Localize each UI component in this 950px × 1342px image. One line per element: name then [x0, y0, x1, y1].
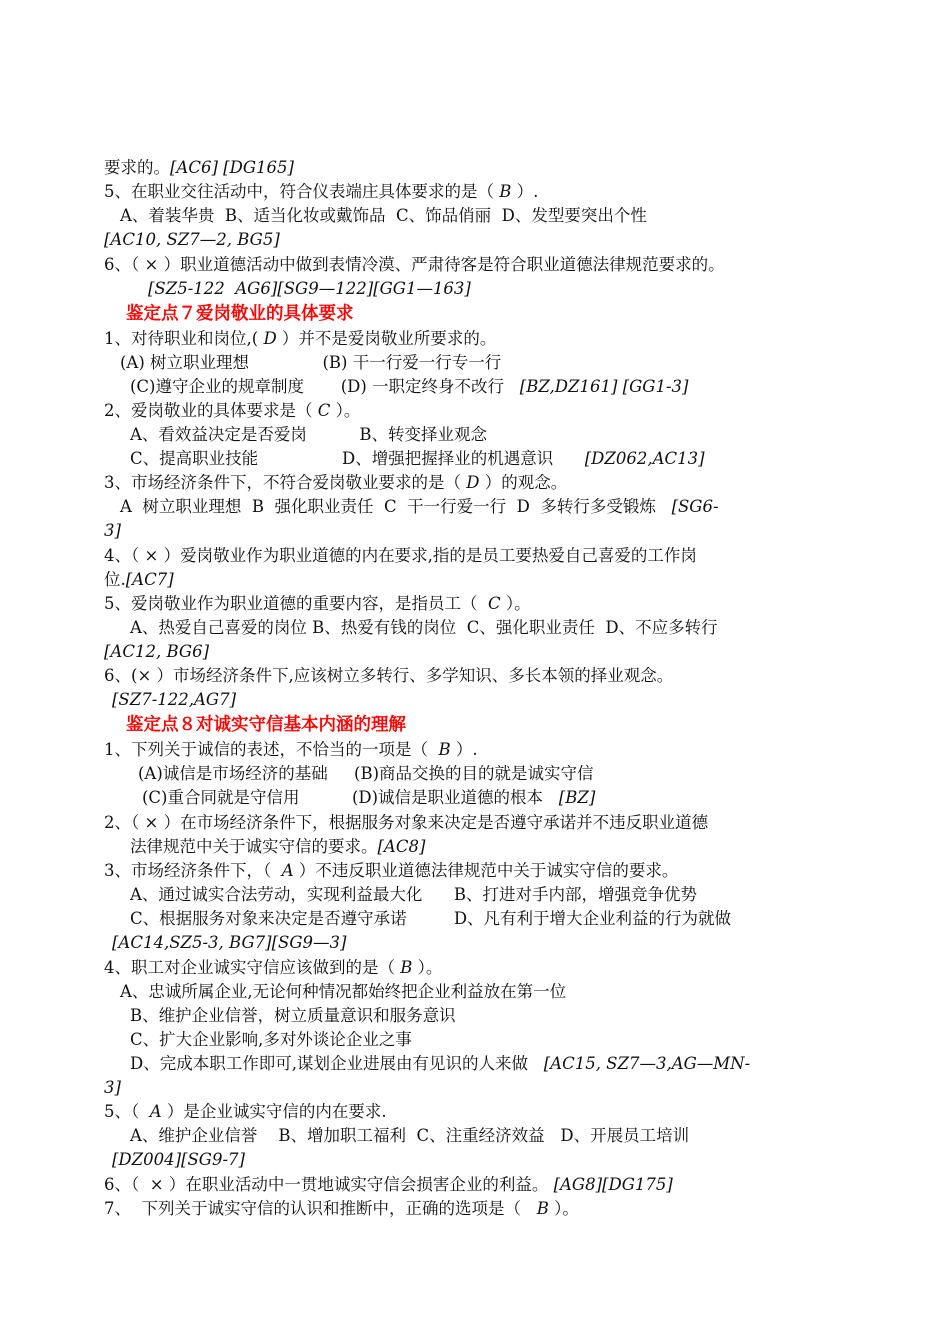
- text-line: [130, 1052, 750, 1076]
- answer-or-code: ×: [144, 546, 159, 565]
- line-text: ）。: [330, 401, 361, 420]
- answer-or-code: B: [400, 958, 413, 977]
- text-line: [130, 1124, 689, 1148]
- answer-or-code: D: [263, 329, 277, 348]
- answer-or-code: B: [536, 1199, 549, 1218]
- line-text: 2、爱岗敬业的具体要求是（: [104, 401, 318, 420]
- text-line: [104, 544, 697, 568]
- text-line: [148, 277, 471, 301]
- text-line: [120, 351, 501, 375]
- text-line: [104, 738, 478, 762]
- answer-or-code: B: [438, 740, 451, 759]
- answer-or-code: [AC10, SZ7—2, BG5]: [104, 230, 280, 249]
- answer-or-code: [DZ062,AC13]: [584, 449, 705, 468]
- text-line: [112, 1148, 245, 1172]
- line-text: 法律规范中关于诚实守信的要求。: [130, 837, 378, 856]
- answer-or-code: A: [281, 861, 294, 880]
- line-text: ）市场经济条件下,应该树立多转行、多学知识、多长本领的择业观念。: [151, 666, 674, 685]
- text-line: [104, 327, 496, 351]
- text-line: [104, 253, 725, 277]
- line-text: 1、对待职业和岗位,(: [104, 329, 264, 348]
- answer-or-code: [BZ,DZ161] [GG1-3]: [519, 377, 689, 396]
- line-text: A、看效益决定是否爱岗 B、转变择业观念: [130, 425, 487, 444]
- line-text: C、根据服务对象来决定是否遵守承诺 D、凡有利于增大企业利益的行为就做: [130, 909, 732, 928]
- answer-or-code: 3]: [104, 521, 121, 540]
- line-text: A、维护企业信誉 B、增加职工福利 C、注重经济效益 D、开展员工培训: [130, 1126, 690, 1145]
- line-text: 6、（: [104, 1175, 150, 1194]
- line-text: ）。: [548, 1199, 579, 1218]
- line-text: A 树立职业理想 B 强化职业责任 C 干一行爱一行 D 多转行多受锻炼: [120, 497, 672, 516]
- text-line: [130, 883, 697, 907]
- text-line: [104, 1100, 387, 1124]
- line-text: A、着装华贵 B、适当化妆或戴饰品 C、饰品俏丽 D、发型要突出个性: [120, 206, 647, 225]
- line-text: C、扩大企业影响,多对外谈论企业之事: [130, 1030, 412, 1049]
- answer-or-code: ×: [144, 255, 159, 274]
- line-text: D、完成本职工作即可,谋划企业进展由有见识的人来做: [130, 1054, 544, 1073]
- answer-or-code: D: [466, 473, 480, 492]
- text-line: [104, 180, 538, 204]
- line-text: ）.: [450, 740, 478, 759]
- answer-or-code: [SZ5-122 AG6][SG9—122][GG1—163]: [148, 279, 471, 298]
- line-text: 6、（: [104, 255, 145, 274]
- line-text: B、维护企业信誉，树立质量意识和服务意识: [130, 1006, 456, 1025]
- line-text: 4、（: [104, 546, 145, 565]
- text-line: [142, 786, 595, 810]
- answer-or-code: [AC12, BG6]: [104, 642, 210, 661]
- text-line: [104, 568, 174, 592]
- text-line: [104, 519, 121, 543]
- text-line: [104, 1197, 579, 1221]
- text-line: [130, 375, 688, 399]
- text-line: [130, 1028, 412, 1052]
- answer-or-code: [DZ004][SG9-7]: [112, 1150, 245, 1169]
- text-line: [112, 688, 236, 712]
- line-text: ）在市场经济条件下，根据服务对象来决定是否遵守承诺并不违反职业道德: [158, 813, 709, 832]
- answer-or-code: ×: [149, 1175, 164, 1194]
- answer-or-code: ×: [144, 813, 159, 832]
- line-text: 3、市场经济条件下，（: [104, 861, 282, 880]
- line-text: 1、下列关于诚信的表述，不恰当的一项是（: [104, 740, 439, 759]
- answer-or-code: [AG8][DG175]: [553, 1175, 673, 1194]
- line-text: 3、市场经济条件下，不符合爱岗敬业要求的是（: [104, 473, 467, 492]
- answer-or-code: [AC6] [DG165]: [170, 158, 294, 177]
- line-text: ）.: [511, 182, 539, 201]
- text-line: [104, 156, 294, 180]
- answer-or-code: [BZ]: [558, 788, 596, 807]
- answer-or-code: [AC15, SZ7—3,AG—MN-: [543, 1054, 751, 1073]
- text-line: [130, 616, 718, 640]
- answer-or-code: B: [499, 182, 512, 201]
- line-text: ）是企业诚实守信的内在要求.: [161, 1102, 387, 1121]
- line-text: ）并不是爱岗敬业所要求的。: [276, 329, 497, 348]
- line-text: 5、（: [104, 1102, 150, 1121]
- text-line: [130, 835, 425, 859]
- line-text: C、提高职业技能 D、增强把握择业的机遇意识: [130, 449, 585, 468]
- answer-or-code: [AC7]: [125, 570, 174, 589]
- line-text: A、热爱自己喜爱的岗位 B、热爱有钱的岗位 C、强化职业责任 D、不应多转行: [130, 618, 718, 637]
- text-line: [104, 640, 209, 664]
- line-text: 7、 下列关于诚实守信的认识和推断中，正确的选项是（: [104, 1199, 537, 1218]
- line-text: ）。: [500, 594, 531, 613]
- line-text: (A) 树立职业理想 (B) 干一行爱一行专一行: [120, 353, 502, 372]
- answer-or-code: [SG6-: [671, 497, 719, 516]
- line-text: A、通过诚实合法劳动，实现利益最大化 B、打进对手内部，增强竞争优势: [130, 885, 698, 904]
- text-line: [104, 811, 708, 835]
- text-line: [104, 1076, 121, 1100]
- line-text: 5、在职业交往活动中，符合仪表端庄具体要求的是（: [104, 182, 500, 201]
- line-text: ）在职业活动中一贯地诚实守信会损害企业的利益。: [163, 1175, 554, 1194]
- line-text: 4、职工对企业诚实守信应该做到的是（: [104, 958, 401, 977]
- line-text: 2、（: [104, 813, 145, 832]
- text-line: [104, 859, 678, 883]
- answer-or-code: [AC8]: [377, 837, 426, 856]
- text-line: [130, 907, 731, 931]
- line-text: 位.: [104, 570, 126, 589]
- text-line: [104, 228, 280, 252]
- text-line: [120, 204, 647, 228]
- line-text: 要求的。: [104, 158, 170, 177]
- answer-or-code: ×: [137, 666, 152, 685]
- answer-or-code: C: [317, 401, 331, 420]
- answer-or-code: A: [149, 1102, 162, 1121]
- answer-or-code: C: [488, 594, 501, 613]
- section-heading: 鉴定点７爱岗敬业的具体要求: [126, 304, 354, 324]
- text-line: [130, 447, 705, 471]
- line-text: 5、爱岗敬业作为职业道德的重要内容，是指员工（: [104, 594, 488, 613]
- text-line: [130, 1004, 456, 1028]
- text-line: [120, 980, 566, 1004]
- line-text: A、忠诚所属企业,无论何种情况都始终把企业利益放在第一位: [120, 982, 567, 1001]
- text-line: [104, 471, 567, 495]
- answer-or-code: 3]: [104, 1078, 121, 1097]
- text-line: [104, 956, 442, 980]
- line-text: (A)诚信是市场经济的基础 (B)商品交换的目的就是诚实守信: [138, 764, 594, 783]
- line-text: (C)重合同就是守信用 (D)诚信是职业道德的根本: [142, 788, 559, 807]
- answer-or-code: [SZ7-122,AG7]: [112, 690, 237, 709]
- line-text: ）职业道德活动中做到表情冷漠、严肃待客是符合职业道德法律规范要求的。: [158, 255, 725, 274]
- text-line: [104, 399, 360, 423]
- text-line: [120, 495, 719, 519]
- text-line: [104, 592, 531, 616]
- line-text: ）。: [412, 958, 443, 977]
- text-line: [104, 664, 673, 688]
- line-text: 6、(: [104, 666, 138, 685]
- line-text: ）不违反职业道德法律规范中关于诚实守信的要求。: [293, 861, 679, 880]
- line-text: (C)遵守企业的规章制度 (D) 一职定终身不改行: [130, 377, 520, 396]
- answer-or-code: [AC14,SZ5-3, BG7][SG9—3]: [112, 933, 347, 952]
- text-line: [130, 423, 487, 447]
- text-line: [112, 931, 346, 955]
- section-heading: 鉴定点８对诚实守信基本内涵的理解: [126, 715, 406, 735]
- line-text: ）爱岗敬业作为职业道德的内在要求,指的是员工要热爱自己喜爱的工作岗: [158, 546, 697, 565]
- line-text: ）的观念。: [479, 473, 568, 492]
- text-line: [138, 762, 594, 786]
- text-line: [104, 1173, 673, 1197]
